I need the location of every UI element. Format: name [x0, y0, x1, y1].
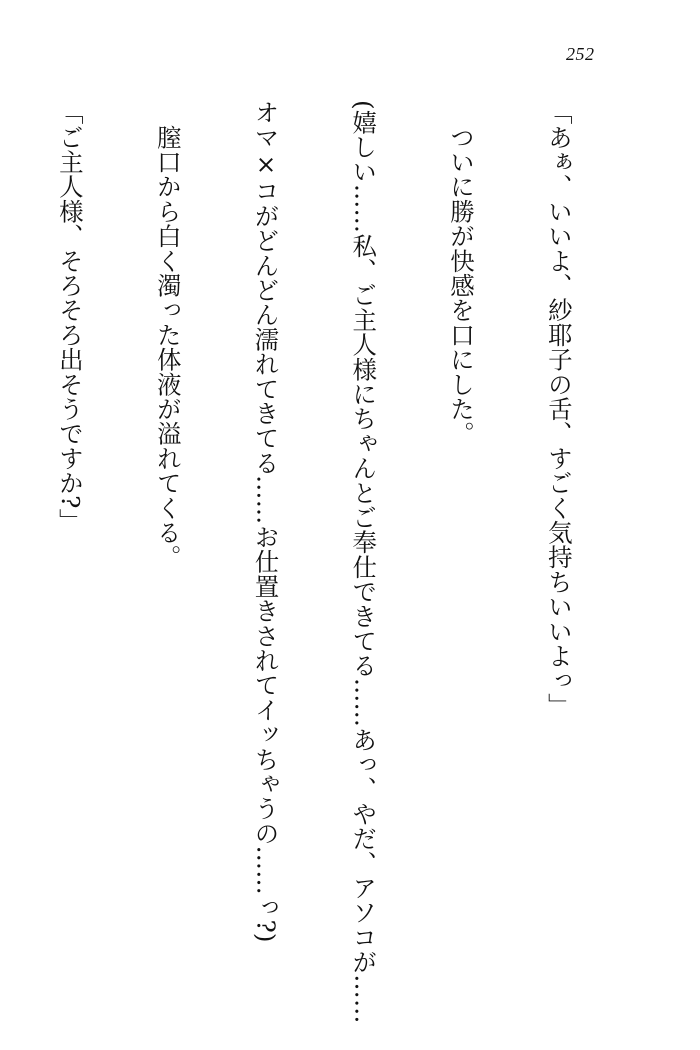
- text-line: オマ×コがどんどん濡れてきてる……お仕置きされてイッちゃうの……っ?): [251, 100, 281, 943]
- text-line: 「ご主人様、そろそろ出そうですか?」: [55, 100, 85, 534]
- page-number: 252: [566, 44, 595, 64]
- text-line: ついに勝が快感を口にした。: [447, 100, 477, 446]
- text-line: 膣口から白く濁った体液が溢れてくる。: [153, 100, 183, 570]
- text-line: (嬉しい……私、ご主人様にちゃんとご奉仕できてる……あっ、やだ、アソコが……: [349, 100, 379, 1024]
- vertical-text-body: [0, 100, 640, 1030]
- text-line: 「あぁ、いいよ、紗耶子の舌、すごく気持ちいいよっ」: [544, 100, 574, 718]
